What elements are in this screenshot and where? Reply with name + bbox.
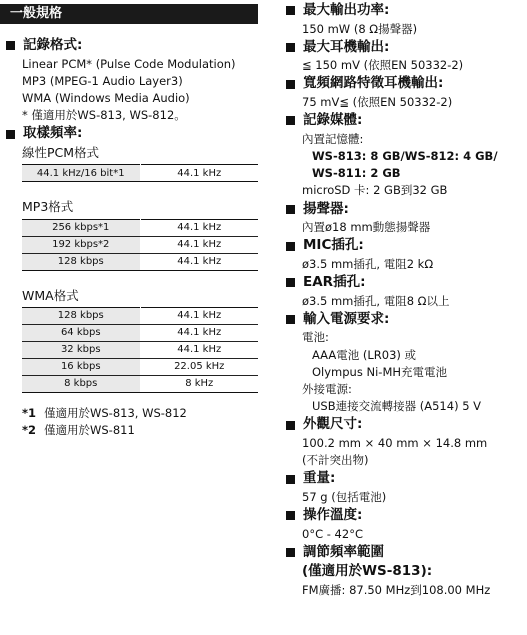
ear-value: ø3.5 mm插孔, 電阻8 Ω以上 bbox=[302, 293, 450, 308]
mp3-table bbox=[22, 219, 258, 271]
frequency-cell: 22.05 kHz bbox=[140, 359, 258, 376]
tuning-value: FM廣播: 87.50 MHz到108.00 MHz bbox=[302, 582, 491, 597]
power-battery-label: 電池: bbox=[302, 330, 329, 345]
bitrate-cell: 128 kbps bbox=[22, 253, 140, 270]
media-memory-label: 內置記憶體: bbox=[302, 131, 364, 146]
table-row bbox=[22, 165, 258, 182]
max-earphone-heading: 最大耳機輸出: bbox=[286, 40, 522, 56]
bullet-square-icon bbox=[286, 315, 295, 324]
table-row bbox=[22, 219, 258, 236]
max-output-heading: 最大輸出功率: bbox=[286, 3, 522, 19]
section-header-title: 一般規格 bbox=[10, 6, 63, 21]
pcm-format-title: 線性PCM格式 bbox=[22, 144, 100, 160]
sampling-heading: 取樣頻率: bbox=[6, 126, 258, 142]
power-external-value: USB連接交流轉接器 (A514) 5 V bbox=[312, 399, 482, 414]
media-heading: 記錄媒體: bbox=[286, 113, 522, 129]
table-row bbox=[22, 308, 258, 325]
recording-format-heading: 記錄格式: bbox=[6, 38, 258, 54]
media-microsd: microSD 卡: 2 GB到32 GB bbox=[302, 183, 448, 198]
footnote bbox=[22, 424, 258, 437]
table-row bbox=[22, 342, 258, 359]
bullet-square-icon bbox=[286, 80, 295, 89]
max-earphone-value: ≦ 150 mV (依照EN 50332-2) bbox=[302, 58, 464, 73]
bullet-square-icon bbox=[286, 548, 295, 557]
bullet-square-icon bbox=[286, 421, 295, 430]
max-output-value: 150 mW (8 Ω揚聲器) bbox=[302, 21, 418, 36]
bitrate-cell: 64 kbps bbox=[22, 325, 140, 342]
tuning-heading: 調節頻率範圍 bbox=[286, 545, 522, 561]
bullet-square-icon bbox=[286, 43, 295, 52]
table-row bbox=[22, 359, 258, 376]
media-memory-line: WS-813: 8 GB/WS-812: 4 GB/ bbox=[312, 148, 498, 163]
temperature-heading: 操作溫度: bbox=[286, 508, 522, 524]
frequency-cell: 44.1 kHz bbox=[140, 236, 258, 253]
recording-format-line: Linear PCM* (Pulse Code Modulation) bbox=[22, 56, 236, 71]
mic-value: ø3.5 mm插孔, 電阻2 kΩ bbox=[302, 256, 434, 271]
frequency-cell: 44.1 kHz bbox=[140, 219, 258, 236]
frequency-cell: 44.1 kHz bbox=[140, 253, 258, 270]
bullet-square-icon bbox=[286, 475, 295, 484]
tuning-subtitle: (僅適用於WS-813): bbox=[302, 563, 433, 580]
footnote-text: 僅適用於WS-811 bbox=[44, 423, 135, 438]
table-row bbox=[22, 376, 258, 393]
frequency-cell: 44.1 kHz bbox=[140, 165, 258, 182]
footnote-text: 僅適用於WS-813, WS-812 bbox=[44, 406, 187, 421]
weight-value: 57 g (包括電池) bbox=[302, 489, 387, 504]
power-heading: 輸入電源要求: bbox=[286, 312, 522, 328]
table-row bbox=[22, 236, 258, 253]
ear-heading: EAR插孔: bbox=[286, 275, 522, 291]
table-row bbox=[22, 325, 258, 342]
speaker-heading: 揚聲器: bbox=[286, 202, 522, 218]
power-external-label: 外接電源: bbox=[302, 381, 352, 396]
bitrate-cell: 192 kbps*2 bbox=[22, 236, 140, 253]
bitrate-cell: 8 kbps bbox=[22, 376, 140, 393]
bullet-square-icon bbox=[6, 130, 15, 139]
section-header bbox=[0, 4, 258, 24]
frequency-cell: 8 kHz bbox=[140, 376, 258, 393]
bullet-square-icon bbox=[286, 511, 295, 520]
recording-format-line: MP3 (MPEG-1 Audio Layer3) bbox=[22, 73, 183, 88]
power-battery-line: AAA電池 (LR03) 或 bbox=[312, 347, 417, 362]
left-column bbox=[6, 38, 258, 437]
recording-format-note: * 僅適用於WS-813, WS-812。 bbox=[22, 108, 186, 123]
right-column bbox=[286, 3, 522, 597]
bullet-square-icon bbox=[286, 242, 295, 251]
footnote-mark: *1 bbox=[22, 406, 37, 421]
bullet-square-icon bbox=[286, 6, 295, 15]
pcm-table bbox=[22, 164, 258, 182]
frequency-cell: 44.1 kHz bbox=[140, 308, 258, 325]
frequency-cell: 44.1 kHz bbox=[140, 342, 258, 359]
footnote-mark: *2 bbox=[22, 423, 37, 438]
footnotes bbox=[6, 407, 258, 437]
dimensions-note: (不計突出物) bbox=[302, 453, 369, 468]
weight-heading: 重量: bbox=[286, 471, 522, 487]
recording-format-line: WMA (Windows Media Audio) bbox=[22, 90, 190, 105]
wma-format-title: WMA格式 bbox=[22, 287, 79, 303]
wideband-heading: 寬頻網路特徵耳機輸出: bbox=[286, 76, 522, 92]
bitrate-cell: 32 kbps bbox=[22, 342, 140, 359]
bullet-square-icon bbox=[286, 116, 295, 125]
bitrate-cell: 256 kbps*1 bbox=[22, 219, 140, 236]
media-memory-line: WS-811: 2 GB bbox=[312, 166, 401, 181]
bitrate-cell: 128 kbps bbox=[22, 308, 140, 325]
wma-table bbox=[22, 307, 258, 393]
frequency-cell: 44.1 kHz bbox=[140, 325, 258, 342]
table-row bbox=[22, 253, 258, 270]
mp3-format-title: MP3格式 bbox=[22, 199, 74, 215]
dimensions-value: 100.2 mm × 40 mm × 14.8 mm bbox=[302, 435, 488, 450]
speaker-value: 內置ø18 mm動態揚聲器 bbox=[302, 220, 431, 235]
bitrate-cell: 44.1 kHz/16 bit*1 bbox=[22, 165, 140, 182]
bitrate-cell: 16 kbps bbox=[22, 359, 140, 376]
mic-heading: MIC插孔: bbox=[286, 238, 522, 254]
footnote bbox=[22, 407, 258, 420]
dimensions-heading: 外觀尺寸: bbox=[286, 417, 522, 433]
power-battery-line: Olympus Ni-MH充電電池 bbox=[312, 364, 448, 379]
wideband-value: 75 mV≦ (依照EN 50332-2) bbox=[302, 94, 453, 109]
bullet-square-icon bbox=[286, 278, 295, 287]
bullet-square-icon bbox=[6, 41, 15, 50]
temperature-value: 0°C - 42°C bbox=[302, 526, 363, 541]
bullet-square-icon bbox=[286, 205, 295, 214]
